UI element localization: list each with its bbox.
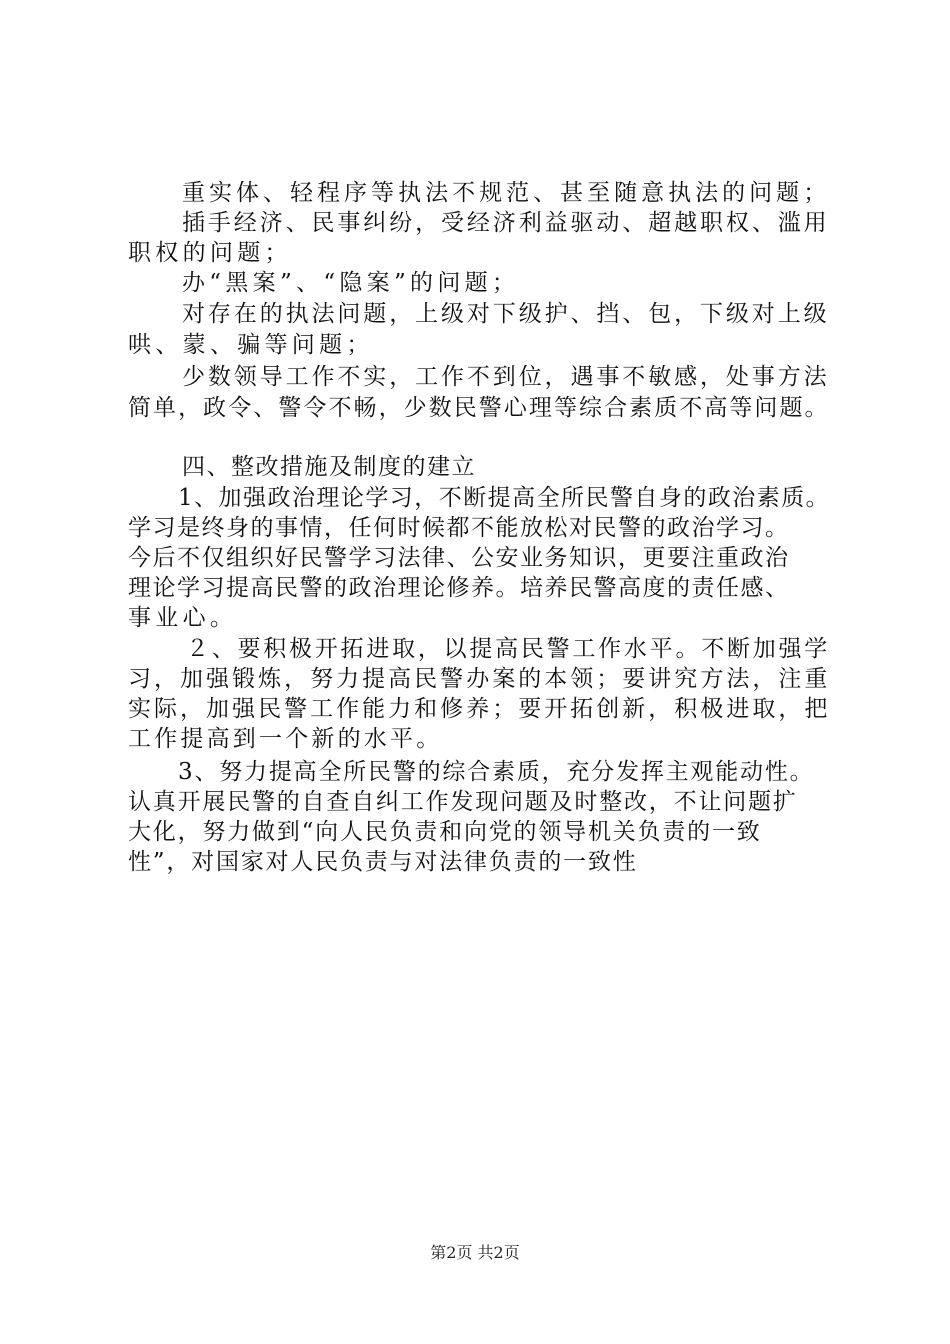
page-footer: 第2页 共2页 [430, 1243, 520, 1262]
section-heading: 四、整改措施及制度的建立 [182, 454, 476, 480]
text-line: 少数领导工作不实，工作不到位，遇事不敏感，处事方法 [182, 364, 830, 390]
text-line: 职权的问题； [128, 240, 292, 266]
text-line: 插手经济、民事纠纷，受经济利益驱动、超越职权、滥用 [182, 210, 830, 236]
text-line: 实际，加强民警工作能力和修养；要开拓创新，积极进取，把 [128, 696, 831, 722]
text-line: 哄、蒙、骗等问题； [128, 332, 374, 358]
text-line: 1、加强政治理论学习，不断提高全所民警自身的政治素质。 [178, 485, 831, 511]
text-line: 对存在的执法问题，上级对下级护、挡、包，下级对上级 [182, 301, 830, 327]
text-line: 工作提高到一个新的水平。 [128, 726, 443, 752]
text-line: 重实体、轻程序等执法不规范、甚至随意执法的问题； [182, 180, 831, 206]
text-line: ２、要积极开拓进取，以提高民警工作水平。不断加强学 [186, 636, 830, 662]
text-line: 习，加强锻炼，努力提高民警办案的本领；要讲究方法，注重 [128, 666, 831, 692]
text-line: 性”，对国家对人民负责与对法律负责的一致性 [128, 849, 638, 875]
text-line: 大化，努力做到“向人民负责和向党的领导机关负责的一致 [128, 819, 762, 845]
text-line: 认真开展民警的自查自纠工作发现问题及时整改，不让问题扩 [128, 789, 798, 815]
text-line: 办“黑案”、“隐案”的问题； [182, 270, 520, 296]
text-line: 学习是终身的事情，任何时候都不能放松对民警的政治学习。 [128, 515, 790, 541]
text-line: 3、努力提高全所民警的综合素质，充分发挥主观能动性。 [178, 759, 815, 785]
text-line: 今后不仅组织好民警学习法律、公安业务知识，更要注重政治 [128, 545, 790, 571]
text-line: 事业心。 [128, 605, 238, 631]
text-line: 理论学习提高民警的政治理论修养。培养民警高度的责任感、 [128, 575, 790, 601]
text-line: 简单，政令、警令不畅，少数民警心理等综合素质不高等问题。 [128, 395, 830, 421]
